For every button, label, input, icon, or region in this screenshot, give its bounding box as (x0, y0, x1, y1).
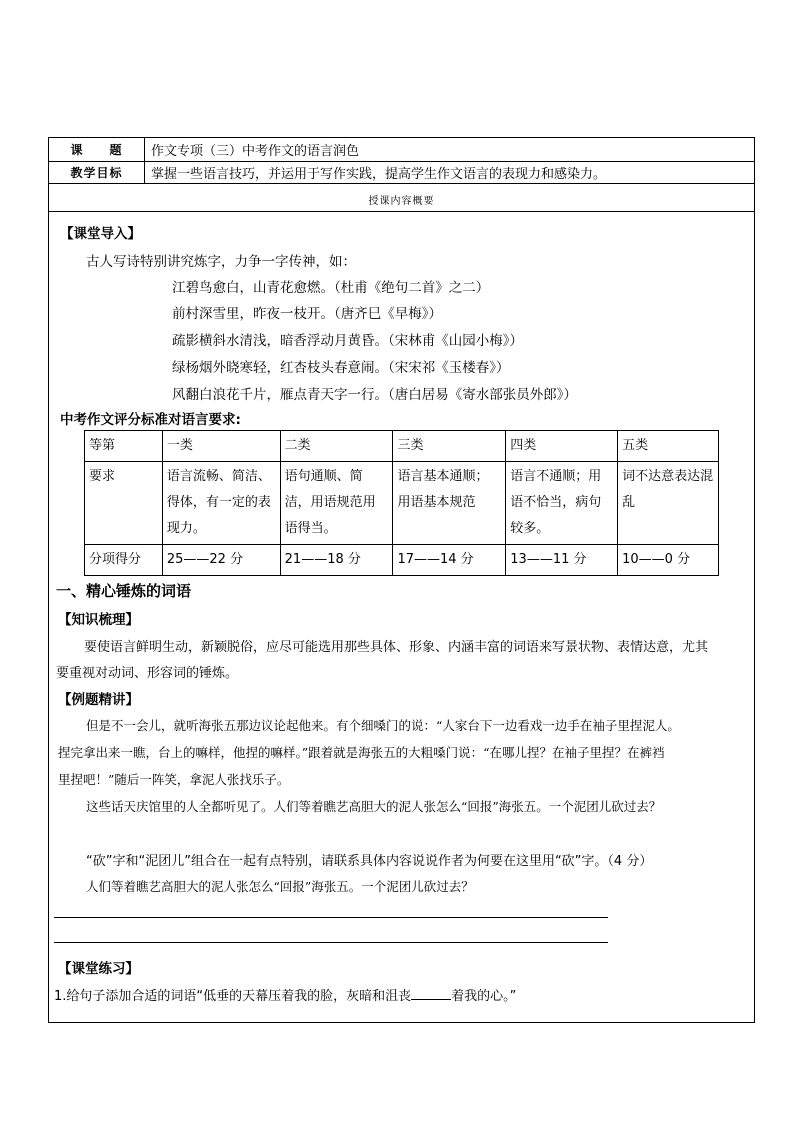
passage-line: 捏完拿出来一瞧，台上的嘛样，他捏的嘛样。”跟着就是海张五的大粗嗓门说：“在哪儿捏？在袖子里捏？在裤裆 (58, 745, 665, 760)
table-cell: 语言基本通顺；用语基本规范 (393, 462, 506, 545)
outline-row (49, 184, 754, 212)
question-quote: 人们等着瞧艺高胆大的泥人张怎么“回报”海张五。一个泥团儿砍过去？ (86, 879, 474, 894)
table-cell: 17——14 分 (393, 545, 506, 576)
answer-line (54, 942, 608, 943)
answer-line (54, 917, 608, 918)
table-header-cell: 等第 (85, 431, 163, 462)
knowledge-line: 要使语言鲜明生动，新颖脱俗，应尽可能选用那些具体、形象、内涵丰富的词语来写景状物、表情达意，尤其 (84, 640, 709, 655)
table-row (85, 462, 719, 545)
table-header-cell: 一类 (162, 431, 280, 462)
practice-item (54, 985, 516, 1004)
goal-label: 教学目标 (49, 162, 145, 183)
table-cell: 10——0 分 (618, 545, 719, 576)
topic-label: 课 题 (49, 138, 145, 161)
topic-value: 作文专项（三）中考作文的语言润色 (151, 144, 360, 159)
passage-line: 里捏吧！”随后一阵笑，拿泥人张找乐子。 (58, 772, 290, 787)
goal-row (49, 162, 754, 184)
table-header-cell: 五类 (618, 431, 719, 462)
intro-lead: 古人写诗特别讲究炼字，力争一字传神，如： (86, 254, 356, 270)
practice-heading: 【课堂练习】 (58, 961, 139, 977)
intro-heading: 【课堂导入】 (60, 226, 141, 242)
table-cell: 25——22 分 (162, 545, 280, 576)
criteria-title: 中考作文评分标准对语言要求: (60, 412, 241, 428)
knowledge-line: 要重视对动词、形容词的锤炼。 (56, 666, 239, 681)
topic-row (49, 138, 754, 162)
table-cell: 21——18 分 (280, 545, 393, 576)
passage-line: 但是不一会儿，就听海张五那边议论起他来。有个细嗓门的说：“人家台下一边看戏一边手在袖子里捏泥人。 (86, 718, 680, 733)
table-cell: 词不达意表达混乱 (618, 462, 719, 545)
table-cell: 要求 (85, 462, 163, 545)
question-text: “砍”字和“泥团儿”组合在一起有点特别，请联系具体内容说说作者为何要在这里用“砍”字。（4 分） (86, 854, 653, 869)
goal-value: 掌握一些语言技巧，并运用于写作实践，提高学生作文语言的表现力和感染力。 (151, 167, 607, 182)
table-header-cell: 二类 (280, 431, 393, 462)
table-cell: 语言不通顺；用语不恰当，病句较多。 (506, 462, 618, 545)
table-cell: 13——11 分 (506, 545, 618, 576)
section-title: 一、精心锤炼的词语 (56, 582, 192, 600)
passage-line: 这些话天庆馆里的人全都听见了。人们等着瞧艺高胆大的泥人张怎么“回报”海张五。一个泥团儿砍过去？ (86, 799, 662, 814)
knowledge-heading: 【知识梳理】 (58, 612, 139, 628)
poem-line: 风翻白浪花千片，雁点青天字一行。（唐白居易《寄水部张员外郎》） (172, 387, 577, 403)
example-heading: 【例题精讲】 (58, 692, 139, 708)
table-cell: 语言流畅、简洁、得体，有一定的表现力。 (162, 462, 280, 545)
table-header-cell: 四类 (506, 431, 618, 462)
table-header-row (85, 431, 719, 462)
poem-line: 疏影横斜水清浅，暗香浮动月黄昏。（宋林甫《山园小梅》） (172, 333, 523, 349)
fill-blank (411, 987, 451, 1000)
practice-item-text: 1.给句子添加合适的词语“低垂的天幕压着我的脸，灰暗和沮丧 (54, 989, 412, 1004)
table-row (85, 545, 719, 576)
poem-line: 前村深雪里，昨夜一枝开。（唐齐巳《早梅》） (172, 306, 442, 322)
outline-caption: 授课内容概要 (368, 196, 435, 207)
table-header-cell: 三类 (393, 431, 506, 462)
table-cell: 语句通顺、简洁，用语规范用语得当。 (280, 462, 393, 545)
poem-line: 绿杨烟外晓寒轻，红杏枝头春意闹。（宋宋祁《玉楼春》） (172, 360, 510, 376)
practice-item-text: 着我的心。” (451, 989, 517, 1004)
table-cell: 分项得分 (85, 545, 163, 576)
grading-table (84, 430, 719, 576)
poem-line: 江碧鸟愈白，山青花愈燃。（杜甫《绝句二首》之二） (172, 280, 490, 296)
